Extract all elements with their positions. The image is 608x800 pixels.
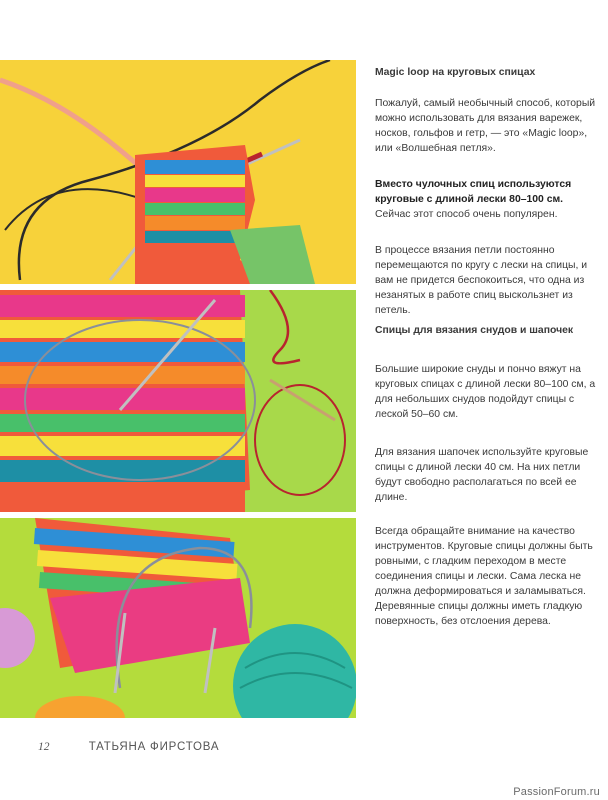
section-heading-snoods-hats: Спицы для вязания снудов и шапочек [375, 324, 574, 336]
paragraph-magic-loop-intro: Пожалуй, самый необычный способ, который можно использовать для вязания варежек, носков, гольфов и гетр, — это «Magic loop», или «Волшебная петля». [375, 98, 596, 155]
paragraph-circular-instead [375, 177, 597, 222]
bold-text: Вместо чулочных спиц используются круговые с длиной лески 80–100 см. [375, 179, 572, 206]
paragraph-snoods: Большие широкие снуды и пончо вяжут на круговых спицах с длиной лески 80–100 см, а для небольших снудов подойдут спицы с леской 50–60 см. [375, 364, 596, 421]
page-footer [38, 741, 219, 753]
author-name: ТАТЬЯНА ФИРСТОВА [88, 741, 220, 753]
paragraph-loops-moving: В процессе вязания петли постоянно перемещаются по кругу с лески на спицы, и вам не придется беспокоиться, что одна из незанятых в работе спиц выскользнет из петель. [375, 245, 588, 317]
page-number: 12 [38, 741, 50, 753]
paragraph-hats: Для вязания шапочек используйте круговые спицы с длиной лески 40 см. На них петли будут свободно располагаться по всей ее длине. [375, 447, 589, 504]
paragraph-quality: Всегда обращайте внимание на качество инструментов. Круговые спицы должны быть ровными, с гладким переходом в месте соединения спицы и лески. Сама леска не должна деформироваться и заламываться. Деревянные спицы должны иметь гладкую поверхность, без отслоения дерева. [375, 526, 593, 628]
section-heading-magic-loop: Magic loop на круговых спицах [375, 66, 536, 78]
photo-hat-circular-needles [0, 290, 356, 512]
photo-magic-loop [0, 60, 356, 284]
paragraph-text: Сейчас этот способ очень популярен. [375, 209, 558, 221]
photo-hat-and-yarn [0, 518, 356, 718]
watermark: PassionForum.ru [513, 786, 600, 798]
